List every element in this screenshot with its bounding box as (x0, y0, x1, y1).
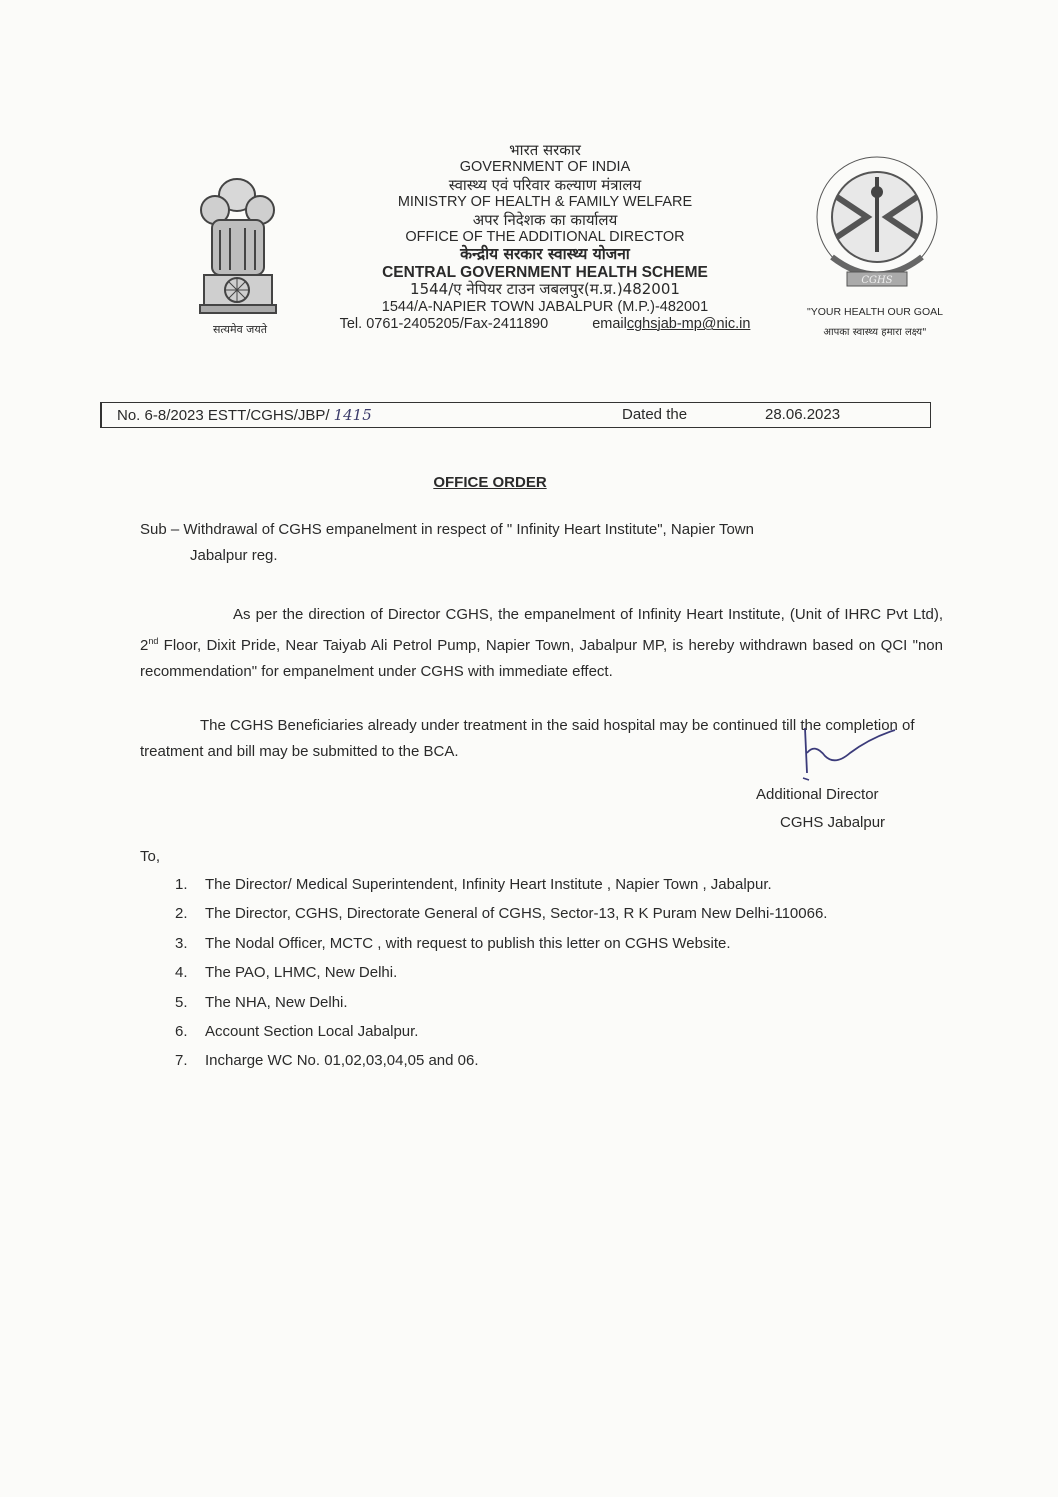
subject-line-2: Jabalpur reg. (190, 547, 278, 564)
signatory-title: Additional Director (756, 786, 879, 803)
subject-line-1: Sub – Withdrawal of CGHS empanelment in respect of " Infinity Heart Institute", Napier Town (140, 521, 754, 538)
paragraph-1-a: As per the direction of Director CGHS, the empanelment of Infinity Heart Institute, (Unit of IHRC Pvt Ltd), 2 (140, 606, 943, 654)
logo-slogan-en: "YOUR HEALTH OUR GOAL (807, 306, 943, 318)
header-scheme-en: CENTRAL GOVERNMENT HEALTH SCHEME (382, 263, 708, 281)
header-address-en: 1544/A-NAPIER TOWN JABALPUR (M.P.)-482001 (381, 298, 709, 315)
signatory-place: CGHS Jabalpur (780, 814, 886, 831)
header-email-prefix: email (592, 316, 627, 333)
reference-handwritten-number: 1415 (333, 406, 372, 424)
dated-value: 28.06.2023 (765, 406, 841, 423)
reference-box (100, 402, 931, 428)
header-office-hi: अपर निदेशक का कार्यालय (472, 210, 618, 229)
header-gov-en: GOVERNMENT OF INDIA (459, 159, 631, 176)
logo-text: CGHS (861, 275, 893, 286)
header-tel: Tel. 0761-2405205/Fax-2411890 (339, 316, 549, 333)
list-item: 3. The Nodal Officer, MCTC , with request to publish this letter on CGHS Website. (175, 934, 731, 952)
header-contact (290, 316, 800, 333)
list-item: 2. The Director, CGHS, Directorate General of CGHS, Sector-13, R K Puram New Delhi-110066. (175, 905, 828, 923)
reference-number-text: No. 6-8/2023 ESTT/CGHS/JBP/ (117, 407, 330, 424)
reference-number (117, 403, 372, 428)
header-address-hi: 1544/ए नेपियर टाउन जबलपुर(म.प्र.)482001 (410, 280, 680, 299)
list-item: 1. The Director/ Medical Superintendent, Infinity Heart Institute , Napier Town , Jabalpur. (175, 876, 772, 893)
list-item: 5. The NHA, New Delhi. (175, 993, 348, 1011)
header-scheme-hi: केन्द्रीय सरकार स्वास्थ्य योजना (460, 245, 630, 264)
dated-label: Dated the (622, 406, 688, 423)
national-emblem-icon (190, 170, 285, 330)
list-item: 4. The PAO, LHMC, New Delhi. (175, 964, 398, 982)
order-title: OFFICE ORDER (433, 474, 547, 491)
recipient-list (175, 870, 827, 1076)
paragraph-1-sup: nd (148, 636, 159, 646)
logo-slogan-hi: आपका स्वास्थ्य हमारा लक्ष्य" (823, 327, 927, 338)
subject (140, 517, 940, 569)
cghs-logo-icon (812, 152, 942, 302)
header-email-link[interactable]: cghsjab-mp@nic.in (626, 316, 751, 333)
header-ministry-hi: स्वास्थ्य एवं परिवार कल्याण मंत्रालय (448, 175, 642, 194)
header-gov-hi: भारत सरकार (509, 141, 581, 159)
list-item: 7. Incharge WC No. 01,02,03,04,05 and 06. (175, 1052, 479, 1070)
paragraph-2-text: The CGHS Beneficiaries already under treatment in the said hospital may be continued till the completion of treatment and bill may be submitted to the BCA. (140, 717, 915, 760)
header-office-en: OFFICE OF THE ADDITIONAL DIRECTOR (405, 229, 685, 246)
header-block (290, 142, 800, 333)
to-label: To, (140, 848, 161, 865)
paragraph-1-b: Floor, Dixit Pride, Near Taiyab Ali Petrol Pump, Napier Town, Jabalpur MP, is hereby withdrawn based on QCI "non recommendation" for empanelment under CGHS with immediate effect. (140, 637, 943, 680)
header-ministry-en: MINISTRY OF HEALTH & FAMILY WELFARE (397, 194, 693, 211)
emblem-caption: सत्यमेव जयते (212, 323, 267, 336)
list-item: 6. Account Section Local Jabalpur. (175, 1022, 419, 1040)
handwritten-signature-icon (795, 718, 905, 788)
paragraph-1 (140, 602, 943, 685)
